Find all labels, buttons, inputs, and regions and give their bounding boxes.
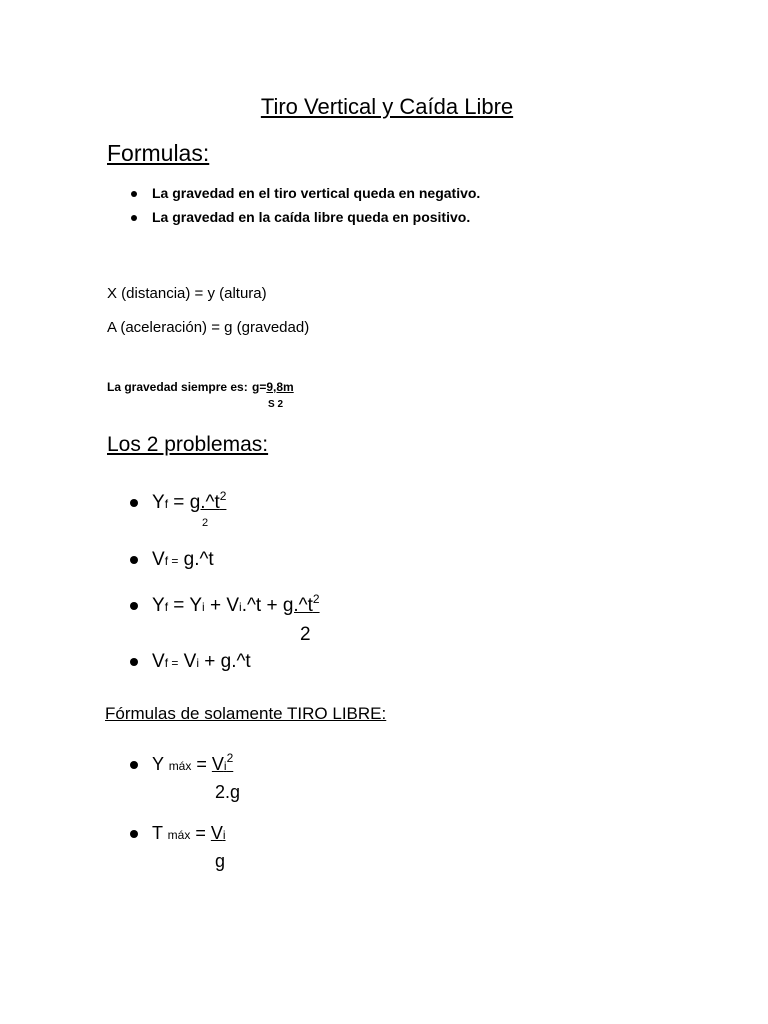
equation-ymax: Y máx = $Vi^2$ xyxy=(152,751,234,774)
fraction-denominator: 2 xyxy=(300,624,311,645)
gravity-constant-label: La gravedad siempre es: xyxy=(107,380,248,394)
bullet-dot-icon xyxy=(131,191,137,197)
page-title: Tiro Vertical y Caída Libre xyxy=(260,94,514,119)
bullet-dot-icon xyxy=(131,215,137,221)
fraction-denominator: g xyxy=(215,851,226,871)
fraction-numerator: Vi xyxy=(210,823,226,843)
equation-yf-caida: $Yf = g.\^{}t^2$ xyxy=(152,489,227,513)
gravity-constant-value xyxy=(252,381,294,393)
equation-vf-caida: Vf = g.^t xyxy=(152,549,214,570)
gravity-prefix: g= xyxy=(252,380,267,394)
gravity-denominator: S 2 xyxy=(268,399,284,410)
bullet-dot-icon xyxy=(130,830,138,838)
bullet-dot-icon xyxy=(130,556,138,564)
equation-vf-vertical: Vf = Vi + g.^t xyxy=(152,651,251,672)
equation-yf-vertical: Yf = Yi + Vi.^t + $g.\^{}t^2$ xyxy=(152,592,320,616)
fraction-numerator: Vi$^2$ xyxy=(211,751,234,774)
bullet-dot-icon xyxy=(130,658,138,666)
equation-tmax: T máx = Vi xyxy=(152,823,226,843)
fraction-denominator: 2.g xyxy=(215,782,241,802)
equivalence-acceleration: A (aceleración) = g (gravedad) xyxy=(107,319,310,336)
fraction-numerator: $g.\^{}t^2$ xyxy=(282,592,320,616)
problems-heading: Los 2 problemas: xyxy=(107,433,269,456)
tiro-libre-heading: Fórmulas de solamente TIRO LIBRE: xyxy=(105,704,387,723)
fraction-denominator: 2 xyxy=(202,517,209,529)
bullet-dot-icon xyxy=(130,602,138,610)
formulas-heading: Formulas: xyxy=(107,140,210,166)
bullet-dot-icon xyxy=(130,499,138,507)
bullet-dot-icon xyxy=(130,761,138,769)
gravity-note-vertical: La gravedad en el tiro vertical queda en negativo. xyxy=(152,185,481,201)
fraction-numerator: $g.\^{}t^2$ xyxy=(189,489,227,513)
equivalence-distance: X (distancia) = y (altura) xyxy=(107,285,267,302)
gravity-numerator: 9,8m xyxy=(266,380,294,394)
gravity-note-caida: La gravedad en la caída libre queda en positivo. xyxy=(152,209,471,225)
